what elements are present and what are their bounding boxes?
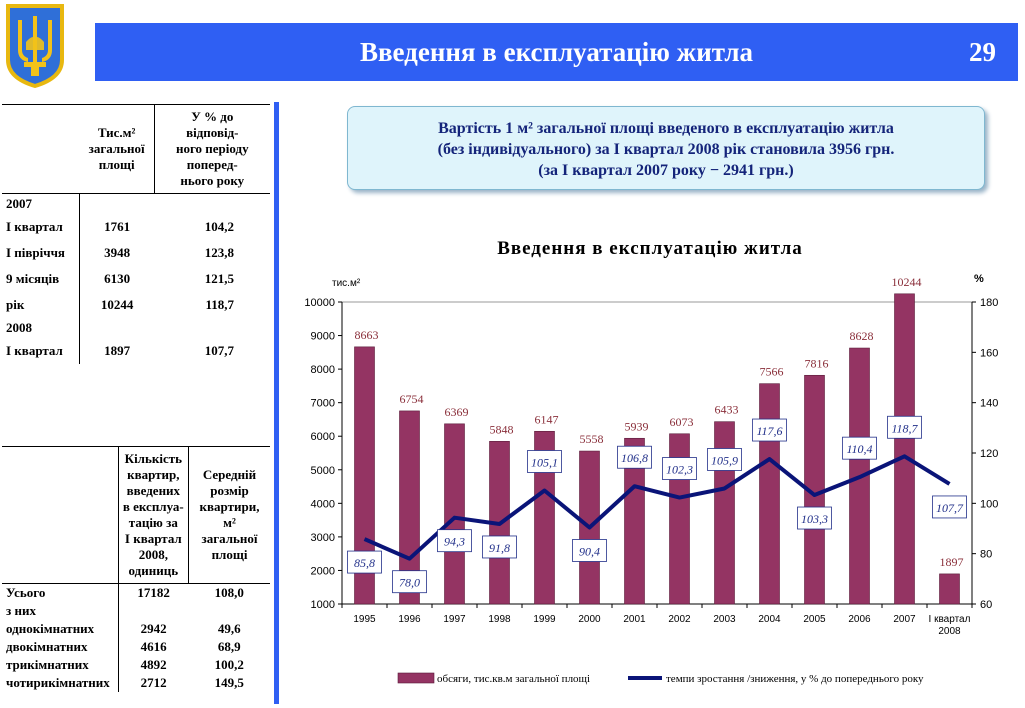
table1-col1-header (80, 105, 154, 194)
plot-area (342, 302, 972, 604)
table1-col2-header (154, 105, 270, 194)
row-value: 4616 (140, 639, 167, 654)
row-value: 3948 (104, 245, 131, 260)
table-row (2, 240, 270, 266)
header-line: площі (211, 547, 248, 562)
row-value: 107,7 (204, 343, 234, 358)
row-value (154, 318, 270, 338)
x-tick-label: 2000 (578, 614, 601, 625)
bar-data-label: 8663 (354, 327, 379, 342)
table-row (2, 674, 270, 692)
legend-bar-swatch (398, 673, 434, 683)
legend-bar-label: обсяги, тис.кв.м загальної площі (437, 673, 591, 685)
bar-data-label: 6754 (399, 391, 424, 406)
row-label: однокімнатних (2, 620, 118, 638)
bar-data-label: 6433 (714, 402, 739, 417)
period-table (2, 104, 270, 364)
header-line: ного періоду (175, 141, 249, 156)
header-line: загальної (201, 531, 258, 546)
bar-data-label: 6073 (669, 414, 694, 429)
apartments-table (2, 446, 270, 692)
header-line: поперед- (186, 157, 238, 172)
y-tick-label-left: 1000 (310, 599, 335, 611)
line-data-label: 117,6 (756, 424, 783, 439)
y-tick-label-left: 2000 (310, 565, 335, 578)
table-row (2, 338, 270, 364)
row-label: І квартал (2, 214, 80, 240)
line-data-label: 78,0 (399, 575, 420, 590)
table-row (2, 318, 270, 338)
header-line: квартир, (127, 467, 180, 482)
line-data-label: 110,4 (846, 442, 873, 457)
row-label: Усього (2, 584, 118, 603)
row-value: 2712 (140, 675, 167, 690)
bar-data-label: 7566 (759, 364, 784, 379)
bar-data-label: 8628 (849, 329, 874, 344)
header-line: м² (223, 515, 236, 530)
table-row (2, 620, 270, 638)
header-line: загальної (88, 141, 145, 156)
y-tick-label-left: 5000 (310, 464, 335, 477)
x-tick-label: 1995 (353, 614, 376, 625)
line-data-label: 107,7 (936, 500, 963, 515)
row-label: 9 місяців (2, 266, 80, 292)
y-tick-label-right: 120 (980, 448, 999, 460)
row-value: 149,5 (214, 675, 244, 690)
line-data-label: 102,3 (666, 462, 693, 477)
row-value (189, 602, 270, 620)
legend-line-label: темпи зростання /зниження, у % до попереднього року (666, 673, 924, 685)
row-value: 104,2 (204, 219, 234, 234)
row-value: 118,7 (205, 297, 234, 312)
x-tick-label: 2002 (668, 614, 691, 625)
line-data-label: 105,1 (531, 455, 558, 470)
header-line: І квартал (124, 531, 182, 546)
row-label: чотирикімнатних (2, 674, 118, 692)
bar-data-label: 5939 (624, 419, 649, 434)
y-tick-label-right: 100 (980, 498, 999, 511)
row-value (118, 602, 188, 620)
x-tick-label: 2001 (623, 614, 646, 625)
x-tick-label: 1999 (533, 614, 556, 625)
y-tick-label-left: 9000 (310, 330, 335, 343)
info-line-3: (за І квартал 2007 року − 2941 грн.) (538, 162, 794, 179)
row-value: 100,2 (214, 657, 244, 672)
row-label: І півріччя (2, 240, 80, 266)
bar (940, 574, 960, 604)
table-row (2, 266, 270, 292)
table-row (2, 638, 270, 656)
table-row (2, 194, 270, 215)
header-line: нього року (180, 173, 245, 188)
y-tick-label-left: 4000 (310, 498, 335, 511)
table2-col2-header (189, 447, 270, 584)
x-tick-label: 1998 (488, 614, 511, 625)
line-data-label: 106,8 (621, 451, 648, 466)
info-line-2: (без індивідуального) за І квартал 2008 рік становила 3956 грн. (437, 141, 895, 158)
bar (445, 424, 465, 604)
header-line: тацію за (128, 515, 178, 530)
x-tick-label: 2007 (893, 614, 916, 625)
y-tick-label-right: 60 (980, 599, 993, 611)
bar-data-label: 10244 (891, 274, 922, 289)
table-row (2, 584, 270, 603)
x-tick-label: 2003 (713, 614, 736, 625)
y-tick-label-left: 3000 (310, 531, 335, 544)
bar-data-label: 7816 (804, 356, 829, 371)
x-tick-label: 2005 (803, 614, 826, 625)
line-data-label: 105,9 (711, 453, 738, 468)
line-data-label: 103,3 (801, 512, 828, 527)
vertical-divider (274, 102, 279, 704)
row-value: 49,6 (217, 621, 241, 636)
row-value: 1897 (104, 343, 131, 358)
header-line: 2008, (138, 547, 168, 562)
row-value: 68,9 (217, 639, 241, 654)
bar (895, 294, 915, 604)
y-tick-label-right: 160 (980, 347, 999, 360)
header-line: одиниць (128, 563, 179, 578)
x-tick-label: 1996 (398, 614, 421, 625)
page-title: Введення в експлуатацію житла (359, 37, 754, 67)
row-label: рік (2, 292, 80, 318)
bar-data-label: 1897 (939, 554, 964, 569)
line-data-label: 90,4 (579, 544, 600, 559)
row-value: 108,0 (214, 585, 244, 600)
table-row (2, 214, 270, 240)
table2-corner (2, 447, 118, 584)
table2-col1-header (118, 447, 188, 584)
header-line: Середній (202, 467, 257, 482)
header-line: відповід- (186, 125, 239, 140)
emblem-icon (4, 2, 66, 88)
header-line: Тис.м² (97, 125, 136, 140)
info-box (347, 106, 985, 190)
header-line: розмір (210, 483, 249, 498)
row-value (80, 318, 154, 338)
row-label: з них (2, 602, 118, 620)
x-tick-label: 1997 (443, 614, 466, 625)
bar-data-label: 6147 (534, 412, 559, 427)
line-data-label: 118,7 (891, 421, 918, 436)
bar-data-label: 6369 (444, 404, 469, 419)
y-tick-label-left: 8000 (310, 364, 335, 377)
line-data-label: 85,8 (354, 556, 375, 571)
y-tick-label-left: 6000 (310, 431, 335, 444)
y-tick-label-left: 7000 (310, 397, 335, 410)
row-value: 6130 (104, 271, 131, 286)
row-label: трикімнатних (2, 656, 118, 674)
x-tick-label: І квартал (928, 614, 971, 625)
row-value (80, 194, 154, 215)
row-value: 2942 (140, 621, 167, 636)
y-axis-label-left: тис.м² (332, 278, 361, 289)
header-line: площі (98, 157, 135, 172)
info-line-1: Вартість 1 м² загальної площі введеного в експлуатацію житла (438, 120, 894, 137)
x-tick-label: 2006 (848, 614, 871, 625)
row-value: 4892 (140, 657, 167, 672)
table1-corner (2, 105, 80, 194)
table-row (2, 602, 270, 620)
table-row (2, 656, 270, 674)
chart (280, 262, 1020, 702)
page-number: 29 (969, 37, 996, 67)
row-value: 123,8 (204, 245, 234, 260)
line-data-label: 94,3 (444, 534, 465, 549)
header-line: введених (126, 483, 181, 498)
y-tick-label-right: 80 (980, 548, 993, 561)
line-data-label: 91,8 (489, 540, 510, 555)
y-axis-label-right: % (974, 273, 984, 285)
row-value: 17182 (137, 585, 170, 600)
row-label: двокімнатних (2, 638, 118, 656)
header-line: квартири, (199, 499, 260, 514)
header-line: Кількість (124, 451, 182, 466)
table-row (2, 292, 270, 318)
row-value (154, 194, 270, 215)
chart-title: Введення в експлуатацію житла (497, 238, 803, 259)
header-line: в експлуа- (122, 499, 184, 514)
bar-data-label: 5558 (579, 432, 604, 447)
y-tick-label-right: 140 (980, 397, 999, 410)
header-line: У % до (191, 109, 234, 124)
row-label: 2007 (2, 194, 80, 215)
row-value: 1761 (104, 219, 131, 234)
x-tick-label: 2004 (758, 614, 781, 625)
bar (760, 384, 780, 604)
bar-data-label: 5848 (489, 422, 514, 437)
x-tick-label: 2008 (938, 626, 961, 637)
row-label: 2008 (2, 318, 80, 338)
row-value: 10244 (100, 297, 134, 312)
y-tick-label-right: 180 (980, 297, 999, 309)
row-value: 121,5 (204, 271, 234, 286)
y-tick-label-left: 10000 (304, 297, 335, 309)
header-bar (95, 23, 1018, 81)
row-label: І квартал (2, 338, 80, 364)
